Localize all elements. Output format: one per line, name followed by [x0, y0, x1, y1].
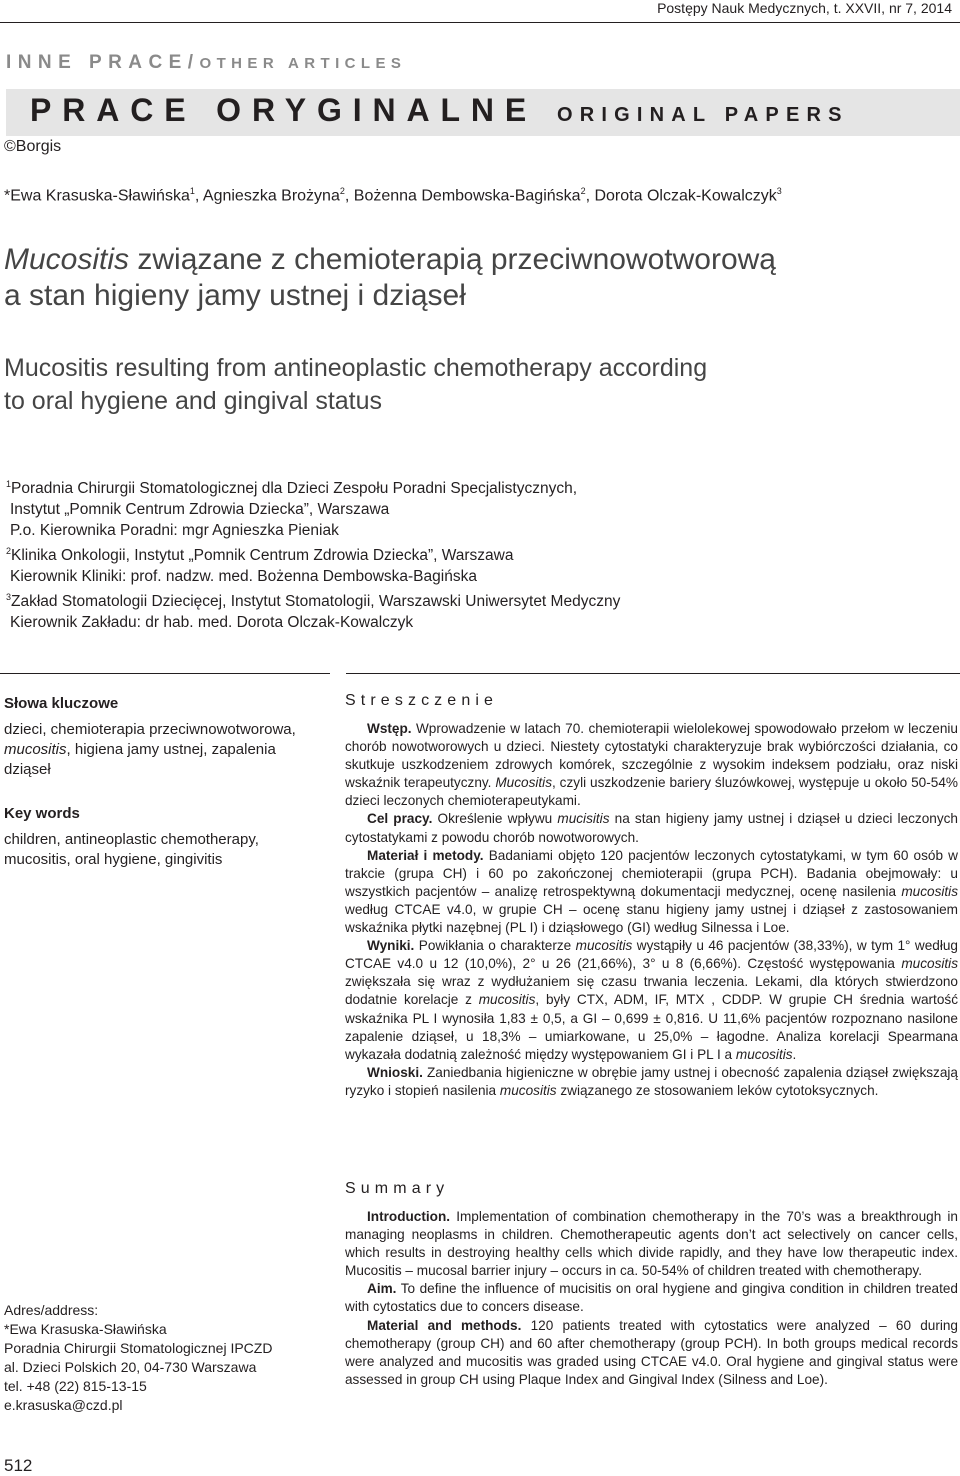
address-line: Poradnia Chirurgii Stomatologicznej IPCZD	[4, 1340, 273, 1356]
address-line: tel. +48 (22) 815-13-15	[4, 1378, 147, 1394]
author-affiliation-mark: 1	[189, 186, 195, 196]
abstract-en-body	[345, 1208, 958, 1389]
address-line: al. Dzieci Polskich 20, 04-730 Warszawa	[4, 1359, 257, 1375]
affiliation-line	[6, 541, 946, 566]
category-label	[30, 92, 849, 129]
keywords-pl-text	[4, 720, 324, 780]
article-title-pl	[4, 242, 944, 314]
affiliation-line	[6, 499, 946, 520]
header-rule	[0, 22, 960, 23]
affiliation-line	[6, 587, 946, 612]
paragraph-heading: Aim.	[367, 1281, 397, 1297]
paragraph-heading: Material and methods.	[367, 1317, 522, 1333]
address-line: *Ewa Krasuska-Sławińska	[4, 1321, 167, 1337]
paragraph-text: Określenie wpływu	[432, 811, 558, 827]
paragraph-text: , czyli uszkodzenie bariery śluzówkowej, występuje u około 50-54% dzieci leczonych chemioterapeutykami.	[345, 775, 958, 809]
address-line: e.krasuska@czd.pl	[4, 1397, 123, 1413]
title-pl-line2: a stan higieny jamy ustnej i dziąseł	[4, 279, 466, 312]
affiliation-line	[6, 474, 946, 499]
journal-header: Postępy Nauk Medycznych, t. XXVII, nr 7, 2014	[657, 0, 952, 16]
abstract-pl-header: Streszczenie	[345, 692, 499, 709]
affiliation-text: Instytut „Pomnik Centrum Zdrowia Dziecka”, Warszawa	[10, 501, 390, 519]
paragraph-text: wystąpiły u 46 pacjentów (38,33%), w tym 1° według CTCAE v4.0 u 12 (10,0%), 2° u 26 (21,66%), 3° u 8 (6,66%). Częstość występowania	[345, 938, 958, 972]
paragraph-text: związanego ze stosowaniem leków cytotoksycznych.	[556, 1082, 879, 1098]
abstract-paragraph	[345, 720, 958, 810]
affiliation-line	[6, 566, 946, 587]
paragraph-text: na stan higieny jamy ustnej i dziąseł u dzieci leczonych cytostatykami z powodu chorób nowotworowych.	[345, 811, 958, 845]
author-name: *Ewa Krasuska-Sławińska	[4, 187, 190, 205]
category-pl: PRACE ORYGINALNE	[30, 92, 538, 128]
abstract-paragraph	[345, 937, 958, 1064]
italic-term: mucisitis	[557, 811, 610, 827]
paragraph-heading: Introduction.	[367, 1209, 451, 1224]
section-separator: /	[187, 52, 200, 73]
address-label: Adres/address:	[4, 1302, 99, 1318]
section-heading	[6, 52, 406, 74]
affiliation-mark: 1	[6, 479, 12, 489]
paragraph-text: Powikłania o charakterze	[414, 938, 576, 954]
italic-term: mucositis	[901, 956, 958, 972]
article-title-en	[4, 352, 944, 418]
paragraph-text: 120 patients treated with cytostatics were analyzed – 60 during chemotherapy (group CH) and 60 after chemotherapy (group PCH). In both groups medical records were analyzed and mucositis was graded using CTCAE v4.0. Oral hygiene and gingival status were assessed in group CH using Plaque Index and Gingival Index (Silness and Loe).	[345, 1317, 958, 1387]
paragraph-text: To define the influence of mucisitis on oral hygiene and gingiva condition in children treated with cytostatics due to concers disease.	[345, 1281, 958, 1315]
paragraph-text: zwiększała się wraz z wydłużaniem się czasu trwania leczenia. Lekami, dla których stwierdzono dodatnie korelacje z	[345, 974, 958, 1008]
abstract-paragraph	[345, 1064, 958, 1100]
paragraph-text: według CTCAE v4.0, w grupie CH – ocenę stanu higieny jamy ustnej i dziąseł z zastosowaniem wskaźnika płytki nazębnej (PL I) i dziąsłowego (GI) według Silnessa i Loe.	[345, 901, 958, 936]
category-en: ORIGINAL PAPERS	[556, 104, 849, 126]
page-number: 512	[4, 1456, 33, 1475]
affiliation-text: Kierownik Zakładu: dr hab. med. Dorota Olczak-Kowalczyk	[10, 614, 414, 632]
paragraph-heading: Wstęp.	[367, 721, 412, 736]
paragraph-heading: Wnioski.	[367, 1064, 423, 1080]
author-separator: ,	[344, 187, 354, 205]
abstract-paragraph	[345, 1280, 958, 1316]
author-separator: ,	[585, 187, 595, 205]
paragraph-text: Implementation of combination chemotherapy in the 70’s was a breakthrough in managing neoplasms in children. Chemotherapeutic agents don’t act selectively on cancer cells, which results in destroying healthy cells which divide rapidly, and they have low therapeutic index. Mucositis – mucosal barrier injury – occurs in ca. 50-54% of children treated with chemotherapy.	[345, 1209, 958, 1279]
abstract-pl-body	[345, 720, 958, 1100]
author-affiliation-mark: 2	[580, 186, 586, 196]
paragraph-text: Zaniedbania higieniczne w obrębie jamy ustnej i obecność zapalenia dziąseł zwiększają ryzyko i stopień nasilenia	[345, 1064, 958, 1098]
keywords-en-text: children, antineoplastic chemotherapy, mucositis, oral hygiene, gingivitis	[4, 831, 259, 868]
author-separator: ,	[194, 187, 203, 205]
keywords-column	[4, 694, 324, 894]
title-pl-italic: Mucositis	[4, 243, 130, 276]
paragraph-text: .	[792, 1046, 797, 1062]
affiliation-text: P.o. Kierownika Poradni: mgr Agnieszka Pieniak	[10, 522, 339, 540]
paragraph-text: , były CTX, ADM, IF, MTX , CDDP. W grupie CH średnia wartość wskaźnika PL I wynosiła 1,83 ± 0,5, a GI – 0,699 ± 0,816. U 11,6% pacjentów rozpoznano nasilone zapalenie dziąseł, u 18,3% – umiarkowane, u 25,0% – łagodne. Analiza korelacji Spearmana wykazała dodatnią zależność między występowaniem GI i PL I a	[345, 992, 958, 1062]
italic-term: Mucositis	[495, 775, 552, 791]
title-en-line2: to oral hygiene and gingival status	[4, 387, 383, 415]
affiliation-text: Kierownik Kliniki: prof. nadzw. med. Bożenna Dembowska-Bagińska	[10, 568, 477, 586]
right-column-rule	[346, 673, 960, 674]
paragraph-text: Wprowadzenie w latach 70. chemioterapii wielolekowej spowodowało przełom w leczeniu chorób nowotworowych u dzieci. Niestety cytostatyki charakteryzuje brak wybiórczości działania, co skutkuje uszkodzeniem zdrowych komórek, szczególnie z wysokim indeksem podziału, oraz niski wskaźnik terapeutyczny.	[345, 721, 958, 791]
affiliations	[6, 474, 946, 633]
author-affiliation-mark: 3	[776, 186, 782, 196]
italic-term: mucositis	[499, 1082, 557, 1098]
abstract-en-header: Summary	[345, 1180, 450, 1197]
paragraph-heading: Wyniki.	[367, 938, 415, 954]
italic-term: mucositis	[575, 938, 633, 954]
author-name: Dorota Olczak-Kowalczyk	[594, 187, 777, 205]
correspondence-address	[4, 1301, 324, 1415]
author-affiliation-mark: 2	[339, 186, 345, 196]
author-name: Bożenna Dembowska-Bagińska	[353, 187, 581, 205]
affiliation-mark: 3	[6, 592, 12, 603]
keywords-pl-before: dzieci, chemioterapia przeciwnowotworowa,	[4, 721, 296, 738]
abstract-paragraph	[345, 847, 958, 937]
paragraph-heading: Materiał i metody.	[367, 847, 484, 863]
affiliation-line	[6, 612, 946, 633]
keywords-pl-italic: mucositis	[4, 741, 67, 758]
abstract-paragraph	[345, 1208, 958, 1280]
section-pl: INNE PRACE	[6, 52, 188, 73]
paragraph-text: Badaniami objęto 120 pacjentów leczonych cytostatykami, w tym 60 osób w trakcie (grupa CH) i 60 po zakończonej chemioterapii (grupa PCH). Badania obejmowały: u wszystkich pacjentów – analizę retrospektywną dokumentacji medycznej, ocenę nasilenia	[345, 847, 958, 899]
affiliation-line	[6, 520, 946, 541]
title-en-line1: Mucositis resulting from antineoplastic chemotherapy according	[4, 354, 708, 382]
author-name: Agnieszka Brożyna	[202, 187, 340, 205]
affiliation-text: Poradnia Chirurgii Stomatologicznej dla Dzieci Zespołu Poradni Specjalistycznych,	[11, 480, 578, 498]
section-en: OTHER ARTICLES	[199, 55, 407, 72]
keywords-pl-title: Słowa kluczowe	[4, 695, 119, 712]
affiliation-mark: 2	[6, 546, 12, 557]
affiliation-text: Klinika Onkologii, Instytut „Pomnik Centrum Zdrowia Dziecka”, Warszawa	[11, 547, 514, 565]
affiliation-text: Zakład Stomatologii Dziecięcej, Instytut Stomatologii, Warszawski Uniwersytet Medyczny	[11, 593, 621, 611]
keywords-pl-after: , higiena jamy ustnej, zapalenia dziąseł	[4, 741, 276, 778]
italic-term: mucositis	[735, 1046, 793, 1062]
left-column-rule	[0, 673, 330, 674]
abstract-paragraph	[345, 1317, 958, 1389]
abstract-paragraph	[345, 810, 958, 846]
copyright-notice: ©Borgis	[4, 138, 62, 155]
paragraph-heading: Cel pracy.	[367, 811, 433, 827]
keywords-en-title: Key words	[4, 805, 80, 822]
italic-term: mucositis	[901, 883, 958, 899]
author-list	[4, 186, 782, 205]
title-pl-line1: związane z chemioterapią przeciwnowotworową	[129, 243, 776, 276]
abstract-en-column	[345, 1180, 958, 1389]
abstract-pl-column	[345, 692, 958, 1100]
italic-term: mucositis	[478, 992, 536, 1008]
